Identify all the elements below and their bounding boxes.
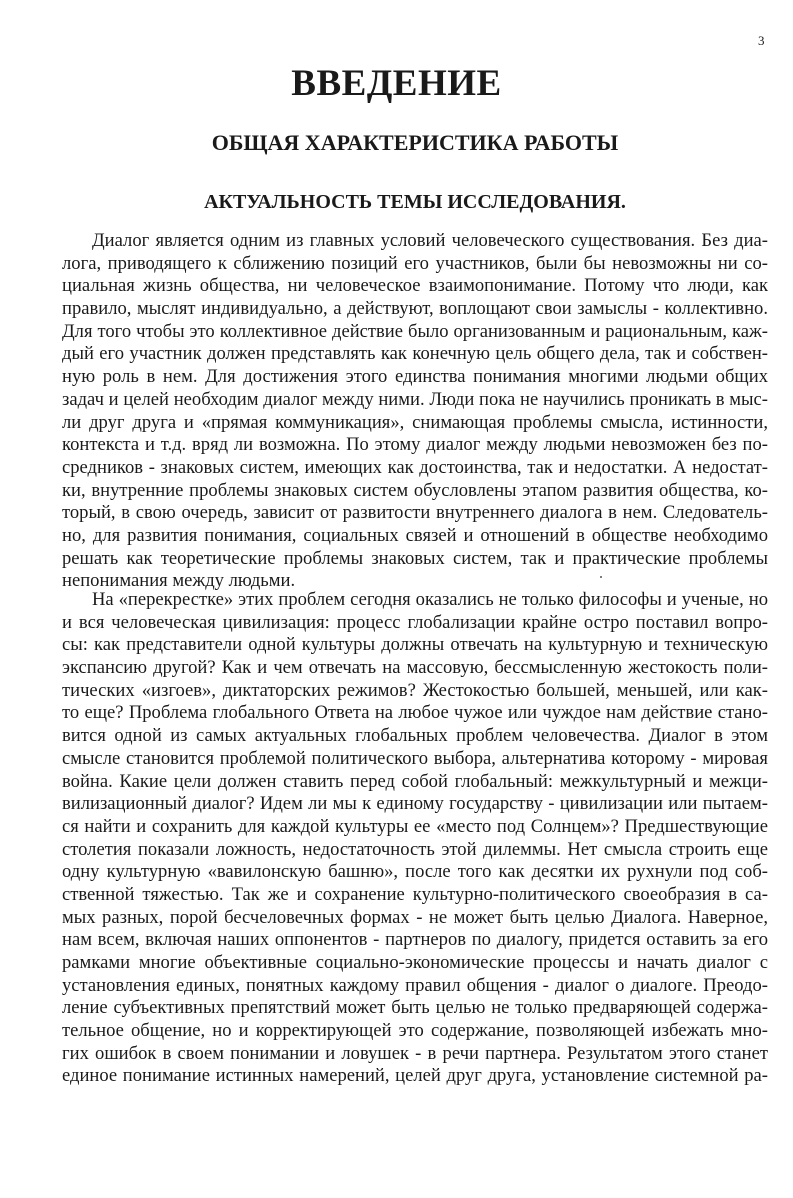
text-line: дый его участник должен представлять как конечную цель общего дела, так и собствен- xyxy=(62,343,768,365)
scan-speck xyxy=(600,576,602,578)
text-line: ную роль в нем. Для достижения этого единства понимания многими людьми общих xyxy=(62,366,768,388)
paragraph-1 xyxy=(62,230,768,593)
text-line: На «перекрестке» этих проблем сегодня оказались не только философы и ученые, но xyxy=(92,589,768,610)
text-line: и вся человеческая цивилизация: процесс глобализации крайне остро поставил вопро- xyxy=(62,611,768,633)
text-line: одну культурную «вавилонскую башню», после того как десятки их рухнули под соб- xyxy=(62,861,768,883)
text-line: столетия показали ложность, недостаточность этой дилеммы. Нет смысла строить еще xyxy=(62,838,768,860)
text-line: тельное общение, но и корректирующей это содержание, позволяющей избежать мно- xyxy=(62,1020,768,1042)
text-line: правило, мыслят индивидуально, а действуют, воплощают свои замыслы - коллективно. xyxy=(62,298,768,320)
text-line: смысле становится проблемой политического выбора, альтернатива которому - мировая xyxy=(62,747,768,769)
paragraph-2 xyxy=(62,589,768,1088)
text-line: гих ошибок в своем понимании и ловушек - в речи партнера. Результатом этого станет xyxy=(62,1042,768,1064)
page-number: 3 xyxy=(758,33,765,48)
text-line: то еще? Проблема глобального Ответа на любое чужое или чуждое нам действие стано- xyxy=(62,702,768,724)
text-line: тических «изгоев», диктаторских режимов? Жестокостью большей, меньшей, или как- xyxy=(62,679,768,701)
text-line: сы: как представители одной культуры должны отвечать на культурную и техническую xyxy=(62,634,768,656)
text-line: вилизационный диалог? Идем ли мы к единому государству - цивилизации или пытаем- xyxy=(62,793,768,815)
text-line: ки, внутренние проблемы знаковых систем обусловлены этапом развития общества, ко- xyxy=(62,479,768,501)
text-line: нам всем, включая наших оппонентов - партнеров по диалогу, придется оставить за его xyxy=(62,929,768,951)
text-line: циальная жизнь общества, ни человеческое взаимопонимание. Потому что люди, как xyxy=(62,275,768,297)
text-line: ли друг друга и «прямая коммуникация», снимающая проблемы смысла, истинности, xyxy=(62,411,768,433)
text-line: средников - знаковых систем, имеющих как достоинства, так и недостатки. А недостат- xyxy=(62,456,768,478)
text-line: мых разных, порой бесчеловечных формах - не может быть целью Диалога. Наверное, xyxy=(62,906,768,928)
text-line: непонимания между людьми. xyxy=(62,570,296,592)
page-title: ВВЕДЕНИЕ xyxy=(291,63,502,104)
text-line: но, для развития понимания, социальных связей и отношений в обществе необходимо xyxy=(62,524,768,546)
text-line: война. Какие цели должен ставить перед собой глобальный: межкультурный и межци- xyxy=(62,770,768,792)
chapter-subtitle: ОБЩАЯ ХАРАКТЕРИСТИКА РАБОТЫ xyxy=(211,130,619,155)
text-line: вится одной из самых актуальных глобальных проблем человечества. Диалог в этом xyxy=(62,725,768,747)
text-line: ственной тяжестью. Так же и сохранение культурно-политического своеобразия в са- xyxy=(62,883,768,905)
section-heading: АКТУАЛЬНОСТЬ ТЕМЫ ИССЛЕДОВАНИЯ. xyxy=(204,191,626,213)
text-line: единое понимание истинных намерений, целей друг друга, установление системной ра- xyxy=(62,1065,768,1087)
text-line: лога, приводящего к сближению позиций его участников, были бы невозможны ни со- xyxy=(62,252,768,274)
text-line: Диалог является одним из главных условий человеческого существования. Без диа- xyxy=(92,230,768,251)
text-line: контекста и т.д. вряд ли возможна. По этому диалог между людьми невозможен без по- xyxy=(62,434,768,456)
text-line: Для того чтобы это коллективное действие было организованным и рациональным, каж- xyxy=(62,320,768,342)
text-line: ся найти и сохранить для каждой культуры ее «место под Солнцем»? Предшествующие xyxy=(62,815,768,837)
text-line: решать как теоретические проблемы знаковых систем, так и практические проблемы xyxy=(62,547,768,569)
text-line: торый, в свою очередь, зависит от развитости внутреннего диалога в нем. Следователь- xyxy=(62,502,768,524)
text-line: установления единых, понятных каждому правил общения - диалог о диалоге. Преодо- xyxy=(62,974,768,996)
text-line: ление субъективных препятствий может быть целью не только предваряющей содержа- xyxy=(62,997,768,1019)
text-line: экспансию другой? Как и чем отвечать на массовую, бессмысленную жестокость поли- xyxy=(62,657,768,679)
text-line: рамками многие объективные социально-экономические процессы и начать диалог с xyxy=(62,952,768,973)
text-line: задач и целей необходим диалог между ними. Люди пока не научились проникать в мыс- xyxy=(62,388,768,410)
